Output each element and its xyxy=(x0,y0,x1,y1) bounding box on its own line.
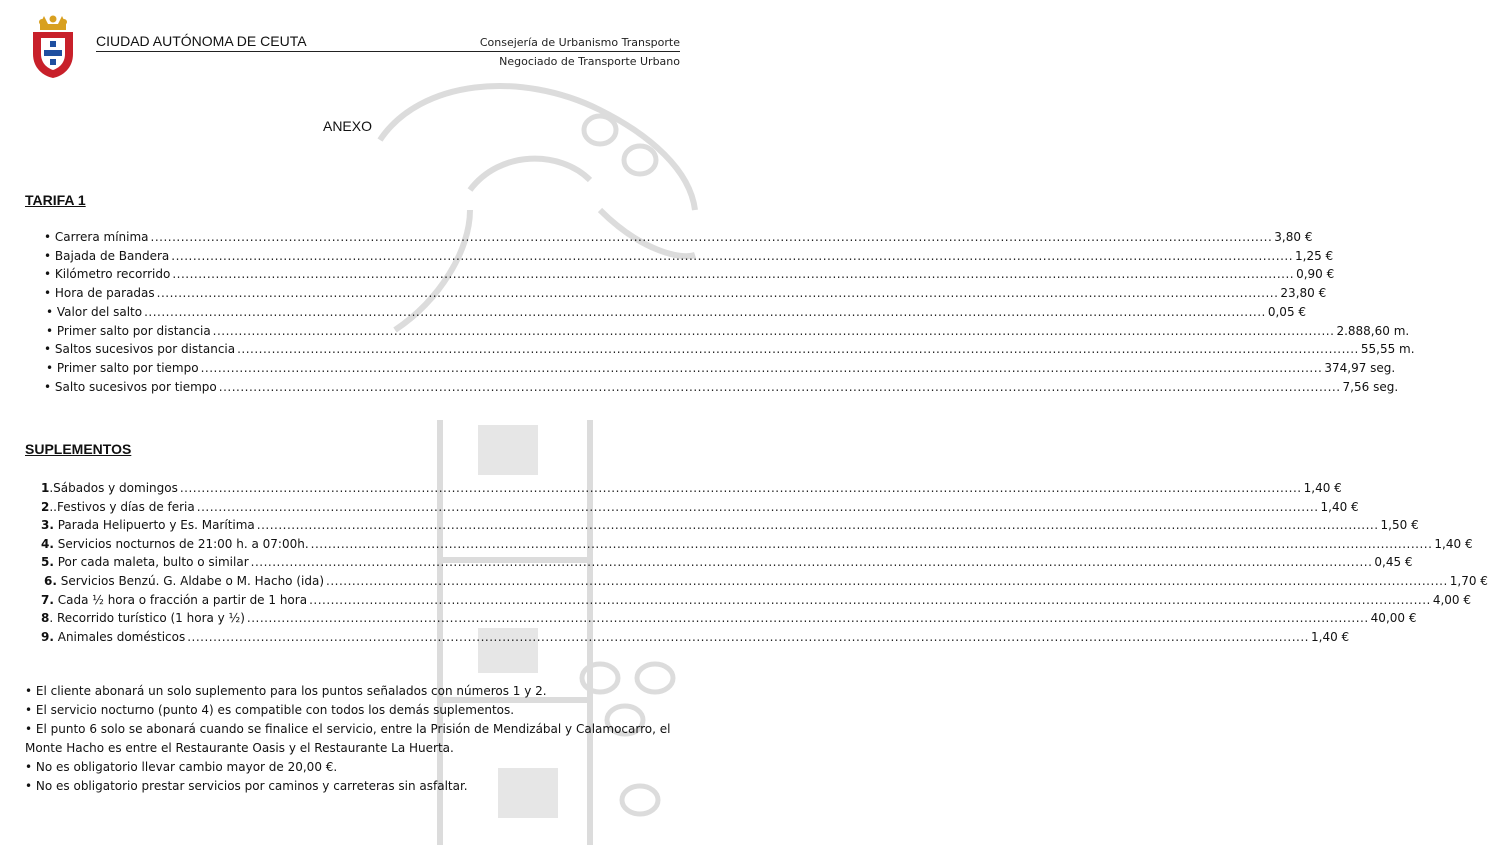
tarifa-value: 0,05 € xyxy=(1267,304,1307,319)
tarifa-row xyxy=(44,228,1313,246)
header-office: Negociado de Transporte Urbano xyxy=(499,55,680,68)
suplemento-text: Servicios nocturnos de 21:00 h. a 07:00h. xyxy=(53,536,309,551)
tarifa-value: 3,80 € xyxy=(1274,230,1313,244)
note-item: • El servicio nocturno (punto 4) es compatible con todos los demás suplementos. xyxy=(25,703,515,717)
tarifa-value: 7,56 seg. xyxy=(1342,379,1399,394)
tarifa-label: • Bajada de Bandera xyxy=(44,248,170,263)
header-org: CIUDAD AUTÓNOMA DE CEUTA xyxy=(96,33,307,49)
suplemento-number: 2 xyxy=(41,499,50,514)
tarifa-row xyxy=(46,322,1410,340)
suplemento-number: 5. xyxy=(41,555,54,570)
dot-leader: .................................................................................................................................................................................................................................................................... xyxy=(172,267,1295,282)
tarifa-row xyxy=(46,359,1396,377)
dot-leader: .................................................................................................................................................................................................................................................................... xyxy=(144,304,1266,319)
suplemento-value: 4,00 € xyxy=(1432,592,1472,607)
dot-leader: .................................................................................................................................................................................................................................................................... xyxy=(310,536,1433,551)
suplemento-value: 1,50 € xyxy=(1380,518,1419,533)
header-dept: Consejería de Urbanismo Transporte xyxy=(479,36,680,49)
tarifa-row xyxy=(44,265,1335,283)
tarifa-value: 0,90 € xyxy=(1296,267,1335,282)
notes-section xyxy=(25,682,685,796)
suplemento-text: . Recorrido turístico (1 hora y ½) xyxy=(49,611,245,626)
suplemento-row xyxy=(41,516,1419,534)
tarifa-row xyxy=(46,303,1307,321)
dot-leader: .................................................................................................................................................................................................................................................................... xyxy=(212,323,1335,338)
suplemento-row xyxy=(41,498,1359,516)
suplemento-text: .Sábados y domingos xyxy=(49,481,178,495)
suplemento-number: 4. xyxy=(41,536,54,551)
suplemento-label xyxy=(41,479,178,497)
note-item: • El punto 6 solo se abonará cuando se finalice el servicio, entre la Prisión de Mendizábal y Calamocarro, el Monte Hacho es entre el Restaurante Oasis y el Restaurante La Huerta. xyxy=(25,722,671,755)
tarifa-row xyxy=(44,284,1327,302)
suplemento-text: Servicios Benzú. G. Aldabe o M. Hacho (ida) xyxy=(56,574,324,588)
suplemento-number: 9. xyxy=(41,629,54,644)
suplemento-label xyxy=(41,609,245,627)
dot-leader: .................................................................................................................................................................................................................................................................... xyxy=(218,379,1341,394)
suplemento-row xyxy=(41,609,1417,627)
dot-leader: .................................................................................................................................................................................................................................................................... xyxy=(250,555,1373,570)
tarifa-label: • Primer salto por distancia xyxy=(46,323,211,338)
suplemento-number: 1 xyxy=(41,481,50,495)
tarifa-label: • Hora de paradas xyxy=(44,286,155,301)
suplemento-label xyxy=(44,572,324,590)
header-rule xyxy=(96,51,680,52)
suplemento-label xyxy=(41,498,195,516)
dot-leader: .................................................................................................................................................................................................................................................................... xyxy=(200,360,1323,375)
suplemento-value: 1,40 € xyxy=(1303,481,1342,495)
tarifa-label: • Valor del salto xyxy=(46,304,143,319)
dot-leader: .................................................................................................................................................................................................................................................................... xyxy=(187,629,1309,644)
suplemento-row xyxy=(41,628,1350,646)
dot-leader: .................................................................................................................................................................................................................................................................... xyxy=(237,342,1359,357)
suplemento-text: Parada Helipuerto y Es. Marítima xyxy=(53,518,255,533)
suplemento-row xyxy=(41,591,1472,609)
dot-leader: .................................................................................................................................................................................................................................................................... xyxy=(150,230,1273,244)
suplemento-number: 7. xyxy=(41,592,54,607)
dot-leader: .................................................................................................................................................................................................................................................................... xyxy=(179,481,1302,495)
dot-leader: .................................................................................................................................................................................................................................................................... xyxy=(309,592,1431,607)
suplemento-row xyxy=(41,553,1413,571)
suplemento-number: 3. xyxy=(41,518,54,533)
suplemento-number: 8 xyxy=(41,611,50,626)
tarifa-title: TARIFA 1 xyxy=(25,192,86,208)
tarifa-row xyxy=(44,340,1415,358)
dot-leader: .................................................................................................................................................................................................................................................................... xyxy=(156,286,1279,301)
tarifa-label: • Saltos sucesivos por distancia xyxy=(44,342,236,357)
note-item: • No es obligatorio prestar servicios por caminos y carreteras sin asfaltar. xyxy=(25,779,468,793)
tarifa-value: 55,55 m. xyxy=(1360,342,1415,357)
suplemento-label xyxy=(41,553,249,571)
suplemento-value: 1,40 € xyxy=(1320,499,1359,514)
tarifa-value: 374,97 seg. xyxy=(1324,360,1396,375)
suplemento-row xyxy=(41,535,1473,553)
dot-leader: .................................................................................................................................................................................................................................................................... xyxy=(256,518,1379,533)
tarifa-label: • Primer salto por tiempo xyxy=(46,360,199,375)
suplemento-label xyxy=(41,516,255,534)
tarifa-label: • Carrera mínima xyxy=(44,230,149,244)
tarifa-row xyxy=(44,378,1399,396)
dot-leader: .................................................................................................................................................................................................................................................................... xyxy=(246,611,1369,626)
suplemento-value: 1,40 € xyxy=(1311,629,1350,644)
dot-leader: .................................................................................................................................................................................................................................................................... xyxy=(171,248,1294,263)
note-item: • El cliente abonará un solo suplemento para los puntos señalados con números 1 y 2. xyxy=(25,684,547,698)
tarifa-row xyxy=(44,247,1334,265)
suplemento-row xyxy=(44,572,1488,590)
note-item: • No es obligatorio llevar cambio mayor de 20,00 €. xyxy=(25,760,338,774)
suplemento-text: Por cada maleta, bulto o similar xyxy=(53,555,249,570)
tarifa-label: • Kilómetro recorrido xyxy=(44,267,171,282)
annex-title: ANEXO xyxy=(322,118,372,134)
suplemento-value: 0,45 € xyxy=(1374,555,1413,570)
suplemento-row xyxy=(41,479,1342,497)
ceuta-coat-of-arms-icon xyxy=(30,14,76,80)
suplemento-label xyxy=(41,628,185,646)
dot-leader: .................................................................................................................................................................................................................................................................... xyxy=(196,499,1319,514)
dot-leader: .................................................................................................................................................................................................................................................................... xyxy=(326,574,1448,588)
suplemento-value: 1,40 € xyxy=(1434,536,1473,551)
suplemento-value: 40,00 € xyxy=(1370,611,1417,626)
tarifa-value: 23,80 € xyxy=(1280,286,1327,301)
suplemento-text: Cada ½ hora o fracción a partir de 1 hora xyxy=(53,592,308,607)
suplemento-label xyxy=(41,535,309,553)
tarifa-value: 2.888,60 m. xyxy=(1336,323,1410,338)
suplemento-number: 6. xyxy=(44,574,57,588)
suplementos-title: SUPLEMENTOS xyxy=(25,441,132,457)
tarifa-value: 1,25 € xyxy=(1295,248,1334,263)
suplemento-value: 1,70 € xyxy=(1449,574,1488,588)
suplemento-text: Animales domésticos xyxy=(53,629,186,644)
suplemento-text: ..Festivos y días de feria xyxy=(49,499,195,514)
tarifa-label: • Salto sucesivos por tiempo xyxy=(44,379,217,394)
suplemento-label xyxy=(41,591,307,609)
